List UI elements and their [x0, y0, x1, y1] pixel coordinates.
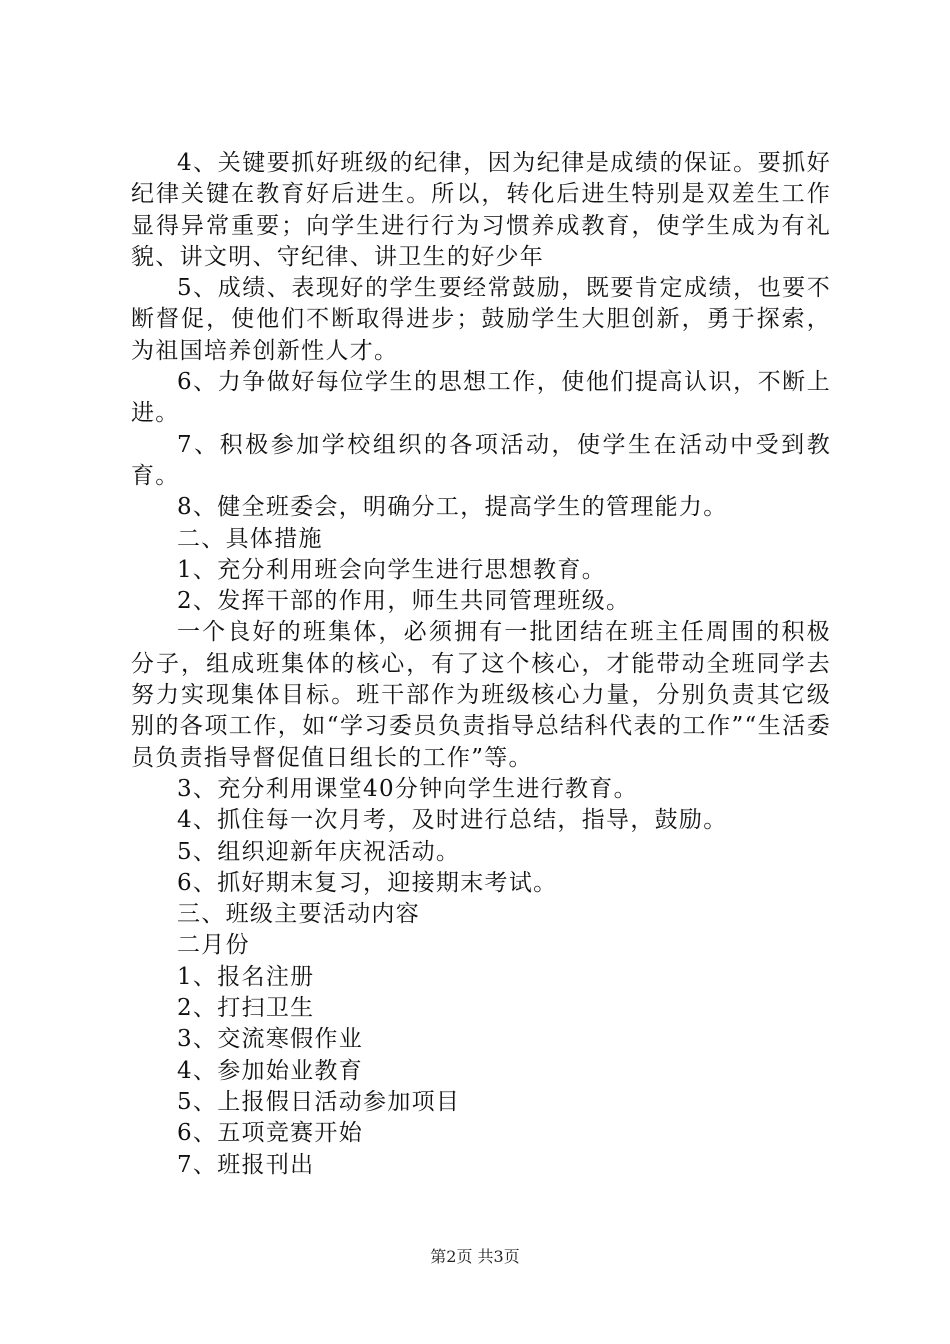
list-item: 4、参加始业教育 [177, 1057, 364, 1084]
list-item: 7、班报刊出 [177, 1151, 315, 1178]
paragraph-activities: 7、积极参加学校组织的各项活动，使学生在活动中受到教育。 [131, 431, 831, 489]
paragraph-collective: 一个良好的班集体，必须拥有一批团结在班主任周围的积极分子，组成班集体的核心，有了这个核心，才能带动全班同学去努力实现集体目标。班干部作为班级核心力量，分别负责其它级别的各项工作，如“学习委员负责指导总结科代表的工作”“生活委员负责指导督促值日组长的工作”等。 [131, 619, 831, 771]
paragraph-new-year: 5、组织迎新年庆祝活动。 [177, 838, 461, 865]
list-item: 3、交流寒假作业 [177, 1026, 364, 1053]
paragraph-class-meeting: 1、充分利用班会向学生进行思想教育。 [177, 556, 607, 583]
paragraph-monthly-exam: 4、抓住每一次月考，及时进行总结，指导，鼓励。 [177, 807, 728, 834]
page-footer: 第2页 共3页 [430, 1247, 520, 1266]
paragraph-discipline: 4、关键要抓好班级的纪律，因为纪律是成绩的保证。要抓好纪律关键在教育好后进生。所以，转化后进生特别是双差生工作显得异常重要；向学生进行行为习惯养成教育，使学生成为有礼貌、讲文明、守纪律、讲卫生的好少年 [131, 150, 831, 270]
paragraph-classroom: 3、充分利用课堂40分钟向学生进行教育。 [177, 775, 638, 802]
paragraph-thought-work: 6、力争做好每位学生的思想工作，使他们提高认识，不断上进。 [131, 369, 831, 427]
paragraph-encourage: 5、成绩、表现好的学生要经常鼓励，既要肯定成绩，也要不断督促，使他们不断取得进步；鼓励学生大胆创新，勇于探索，为祖国培养创新性人才。 [131, 275, 831, 364]
paragraph-class-committee: 8、健全班委会，明确分工，提高学生的管理能力。 [177, 494, 728, 521]
month-heading: 二月份 [177, 932, 250, 959]
section-heading-activities: 三、班级主要活动内容 [177, 901, 420, 928]
section-heading-measures: 二、具体措施 [177, 525, 323, 552]
list-item: 1、报名注册 [177, 963, 315, 990]
list-item: 5、上报假日活动参加项目 [177, 1088, 461, 1115]
document-body [131, 148, 831, 1181]
paragraph-final-review: 6、抓好期末复习，迎接期末考试。 [177, 869, 558, 896]
list-item: 6、五项竞赛开始 [177, 1120, 364, 1147]
paragraph-cadres: 2、发挥干部的作用，师生共同管理班级。 [177, 588, 631, 615]
list-item: 2、打扫卫生 [177, 995, 315, 1022]
